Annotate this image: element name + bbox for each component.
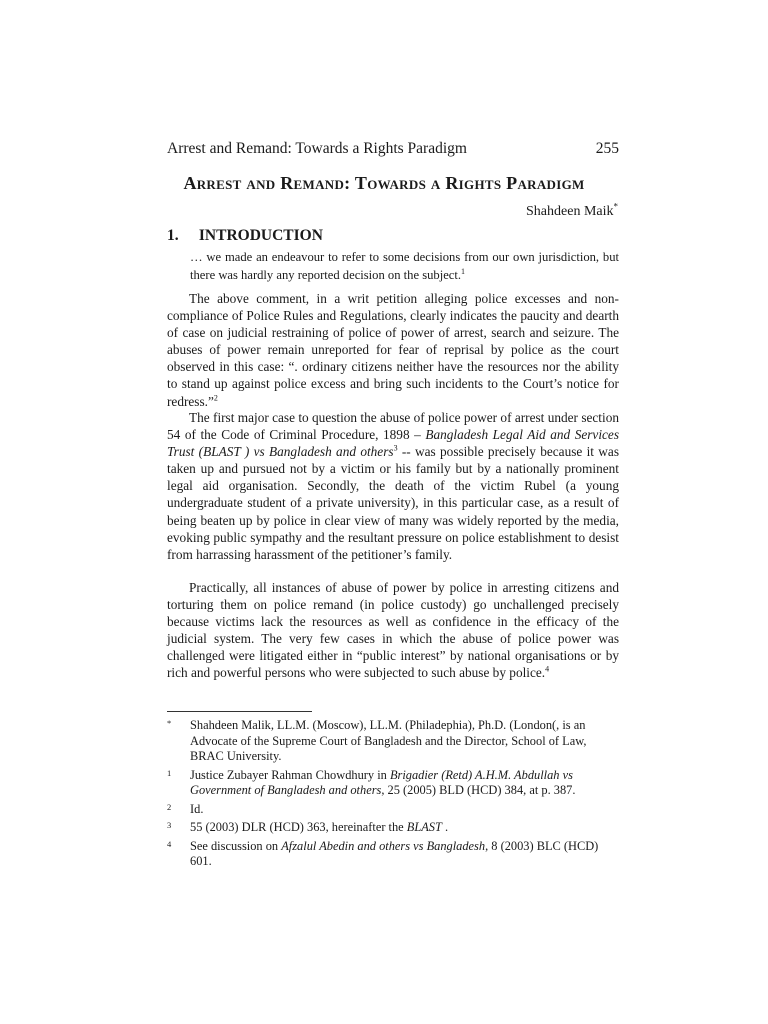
paragraph-2-lead: The first major case to question the abuse of police power of arrest under section 54 of the Code of Criminal Procedure, 1898 – <box>167 410 619 443</box>
paragraph-1 <box>167 290 619 410</box>
article-title <box>0 173 768 194</box>
footnotes <box>167 718 619 873</box>
footnote-text <box>190 768 619 799</box>
quote-text: … we made an endeavour to refer to some decisions from our own jurisdiction, but there was hardly any reported decision on the subject. <box>190 250 619 282</box>
footnote-4-rest: , 8 (2003) BLC (HCD) 601. <box>190 838 599 868</box>
paragraph-2-rest: -- was possible precisely because it was taken up and pursued not by a victim or his family but by a nationally prominent legal aid organisation. Secondly, the death of the victim Rubel (a young undergraduate student of a private university), in this particular case, as a result of being beaten up by police in clear view of many was widely reported by the media, evoking public sympathy and the resultant pressure on police establishment to desist from harrassing harassment of the petitioner’s family. <box>167 444 619 562</box>
quote-footnote-ref[interactable]: 1 <box>461 266 466 276</box>
article-title-text: Arrest and Remand: Towards a Rights Paradigm <box>183 173 585 193</box>
footnote-text: Id. <box>190 801 204 816</box>
paragraph-1-text: The above comment, in a writ petition alleging police excesses and non-compliance of Police Rules and Regulations, clearly indicates the paucity and dearth of case on judicial restraining of police of power of arrest, search and seizure. The abuses of power remain unreported for fear of reprisal by police as the court observed in this case: “. ordinary citizens neither have the resources nor the ability to stand up against police excess and bring such incidents to the Court’s notice for redress.” <box>167 291 619 409</box>
footnote-4-lead: See discussion on <box>190 838 282 853</box>
footnote-mark: 3 <box>167 820 172 830</box>
author-line <box>526 201 618 220</box>
footnote-divider <box>167 711 312 712</box>
section-title: INTRODUCTION <box>198 227 323 244</box>
footnote-star <box>167 718 619 765</box>
paragraph-3-text: Practically, all instances of abuse of power by police in arresting citizens and torturing them on police remand (in police custody) go unchallenged precisely because victims lack the resources as well as confidence in the efficacy of the judicial system. The very few cases in which the abuse of police power was challenged were litigated either in “public interest” by national organisations or by rich and powerful persons who were subjected to such abuse by police. <box>167 580 619 681</box>
author-footnote-mark[interactable]: * <box>613 201 618 212</box>
block-quote <box>190 248 619 284</box>
footnote-text: Shahdeen Malik, LL.M. (Moscow), LL.M. (Philadephia), Ph.D. (London(, is an Advocate of the Supreme Court of Bangladesh and the Director, School of Law, BRAC University. <box>190 718 587 763</box>
footnote-1 <box>167 768 619 799</box>
footnote-ref-4[interactable]: 4 <box>545 665 550 675</box>
paragraph-2 <box>167 409 619 563</box>
footnote-2 <box>167 802 619 818</box>
section-heading <box>167 227 323 245</box>
section-number: 1. <box>167 227 179 244</box>
footnote-mark: 4 <box>167 838 172 849</box>
footnote-mark: * <box>167 718 172 728</box>
running-header <box>167 140 619 158</box>
footnote-text <box>190 839 619 870</box>
footnote-3 <box>167 820 619 836</box>
author-name: Shahdeen Maik <box>526 204 614 219</box>
footnote-1-case: Brigadier (Retd) A.H.M. Abdullah vs Government of Bangladesh and others <box>190 767 573 797</box>
footnote-4 <box>167 839 619 870</box>
page-number: 255 <box>595 140 619 157</box>
footnote-ref-3[interactable]: 3 <box>393 443 398 453</box>
footnote-1-rest: , 25 (2005) BLD (HCD) 384, at p. 387. <box>381 783 576 797</box>
case-name-blast: Bangladesh Legal Aid and Services Trust (BLAST ) vs Bangladesh and others <box>167 427 620 460</box>
footnote-3-rest: . <box>441 820 449 834</box>
footnote-text <box>190 820 619 836</box>
footnote-4-case: Afzalul Abedin and others vs Bangladesh <box>281 838 486 853</box>
running-title: Arrest and Remand: Towards a Rights Paradigm <box>167 140 467 157</box>
footnote-1-lead: Justice Zubayer Rahman Chowdhury in <box>190 767 390 782</box>
footnote-mark: 2 <box>167 801 172 812</box>
footnote-ref-2[interactable]: 2 <box>213 393 218 403</box>
footnote-3-case: BLAST <box>406 820 442 834</box>
footnote-3-lead: 55 (2003) DLR (HCD) 363, hereinafter the <box>190 820 407 834</box>
paragraph-3 <box>167 579 619 682</box>
footnote-mark: 1 <box>167 767 172 778</box>
